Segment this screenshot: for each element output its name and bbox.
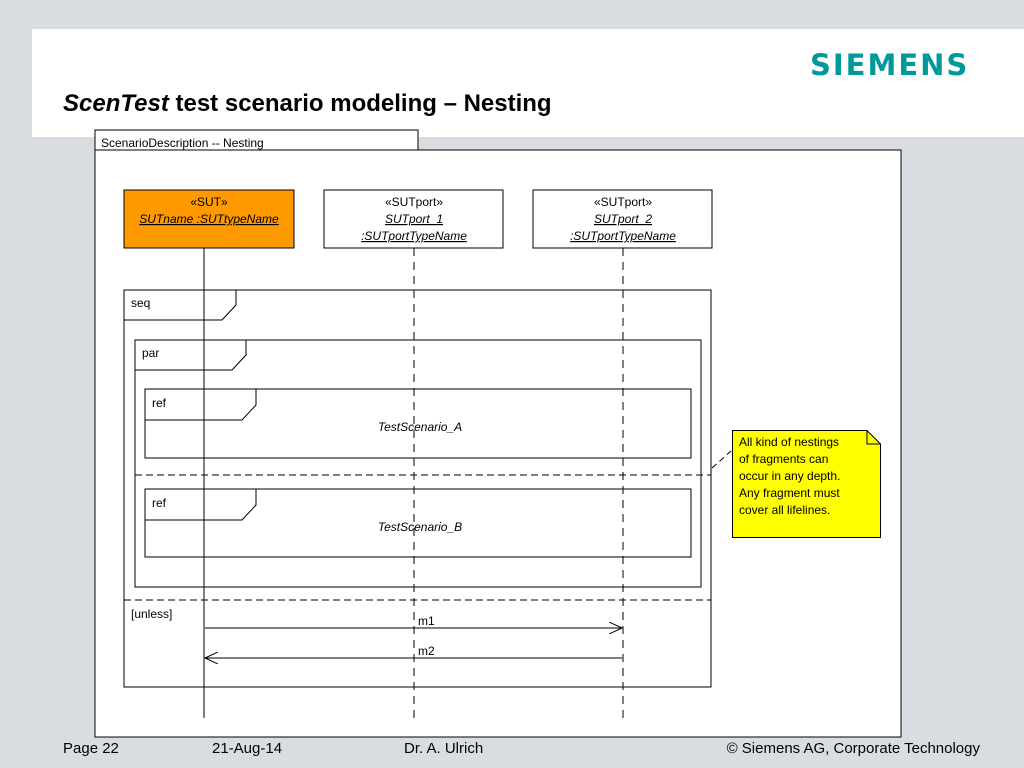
lifeline-port1-type: :SUTportTypeName xyxy=(361,229,467,243)
footer-page: Page 22 xyxy=(63,740,119,757)
message-m2-label: m2 xyxy=(418,644,435,658)
lifeline-port2-name: SUTport_2 xyxy=(593,212,653,226)
seq-fragment-label: seq xyxy=(131,296,151,310)
siemens-logo: SIEMENS xyxy=(810,48,970,82)
ref-a-name: TestScenario_A xyxy=(377,420,463,434)
lifeline-port2-stereotype: «SUTport» xyxy=(593,195,653,209)
ref-b-label: ref xyxy=(152,496,167,510)
ref-a-label: ref xyxy=(152,396,167,410)
scenario-frame-label: ScenarioDescription -- Nesting xyxy=(101,136,264,150)
note-text: All kind of nestings of fragments can occur in any depth. Any fragment must cover all lifelines. xyxy=(739,435,841,517)
lifeline-port1-stereotype: «SUTport» xyxy=(384,195,444,209)
lifeline-sut-stereotype: «SUT» xyxy=(190,195,228,209)
ref-b-name: TestScenario_B xyxy=(377,520,463,534)
lifeline-sut-name: SUTname :SUTtypeName xyxy=(139,212,279,226)
title-italic: ScenTest xyxy=(63,90,169,117)
unless-guard: [unless] xyxy=(131,607,173,621)
message-m1-label: m1 xyxy=(418,614,435,628)
par-fragment-label: par xyxy=(142,346,160,360)
title-rest: test scenario modeling – Nesting xyxy=(168,90,552,117)
footer-date: 21-Aug-14 xyxy=(212,740,283,757)
lifeline-port1-name: SUTport_1 xyxy=(384,212,444,226)
footer-copyright: © Siemens AG, Corporate Technology xyxy=(726,740,980,757)
lifeline-port2-type: :SUTportTypeName xyxy=(570,229,676,243)
footer-author: Dr. A. Ulrich xyxy=(404,740,484,757)
